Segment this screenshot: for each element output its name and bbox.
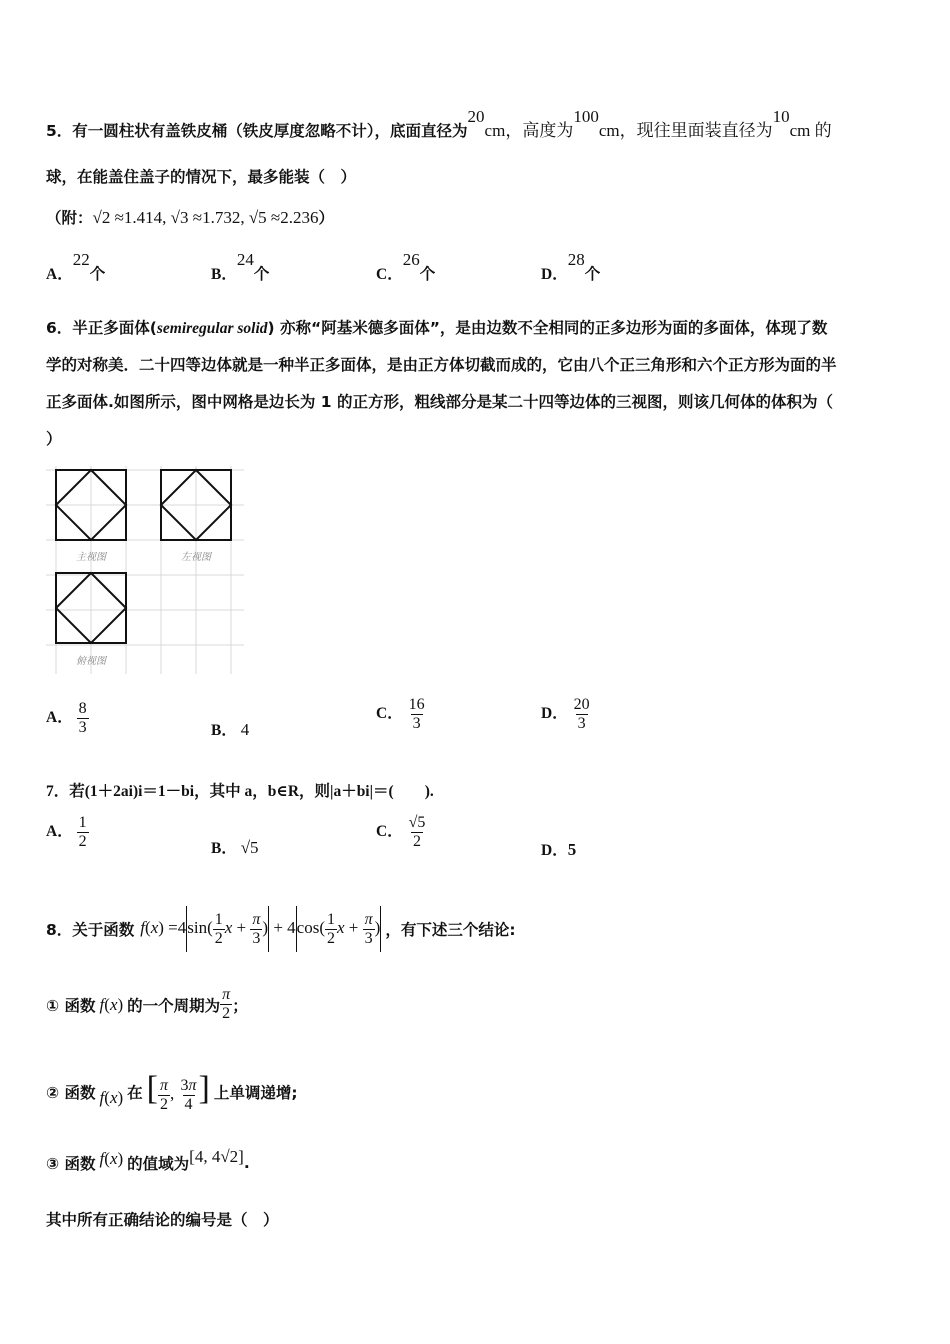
statement-text: 的值域为 — [127, 1155, 190, 1173]
statement-text: ③ 函数 — [46, 1155, 96, 1173]
option-suffix: 个 — [253, 265, 270, 283]
q7-option-d[interactable] — [541, 838, 576, 860]
option-fraction — [407, 814, 428, 851]
statement-text: 上单调递增; — [213, 1083, 298, 1102]
q8-stem — [46, 906, 516, 952]
option-value: √5 — [240, 838, 259, 857]
statement-text: 的一个周期为 — [127, 996, 221, 1015]
fraction-numerator: 16 — [408, 696, 425, 713]
q5-option-b[interactable] — [211, 250, 270, 284]
function-symbol: f(x) — [99, 1149, 124, 1168]
q8-statement-2 — [46, 1070, 298, 1114]
q6-line2: 学的对称美．二十四等边体就是一种半正多面体，是由正方体切截而成的，它由八个正三角形和六个正方形为面的半 — [46, 356, 837, 374]
q5-unit: cm 的 — [789, 121, 832, 140]
fraction-denominator: 2 — [222, 1005, 231, 1022]
function-symbol: f(x) — [99, 1087, 124, 1107]
q7-stem: 7．若(1＋2ai)i＝1－bi，其中 a，b∈R，则|a＋bi|＝( ). — [46, 783, 434, 800]
option-label: D． — [541, 266, 568, 283]
q5-ball-diameter: 10 — [772, 107, 790, 126]
top-view-label: 俯视图 — [76, 656, 106, 667]
q7-option-b[interactable] — [211, 836, 259, 858]
statement-text: ② 函数 — [46, 1083, 96, 1102]
q6-option-d[interactable] — [541, 696, 592, 733]
option-label: A． — [46, 823, 73, 841]
q6-option-b[interactable] — [211, 718, 249, 740]
statement-text: . — [243, 1154, 250, 1172]
q6-option-c[interactable] — [376, 696, 427, 733]
q5-note-math: √2 ≈1.414, √3 ≈1.732, √5 ≈2.236 — [92, 208, 319, 227]
fraction-numerator: 1 — [78, 814, 87, 831]
option-value: 26 — [402, 250, 420, 269]
fraction-numerator: 20 — [573, 696, 590, 713]
q5-option-d[interactable] — [541, 250, 601, 284]
q5-line1 — [46, 107, 832, 141]
statement-text: ； — [232, 996, 248, 1015]
fraction-numerator: 8 — [78, 700, 87, 717]
option-label: B． — [211, 840, 237, 857]
option-label: B． — [211, 266, 237, 283]
three-view-figure — [46, 466, 246, 676]
option-label: D． — [541, 842, 568, 859]
q5-height: 100 — [573, 107, 599, 126]
q8-stem-text: 8．关于函数 — [46, 921, 135, 939]
q7-option-c[interactable] — [376, 814, 427, 851]
q5-line2: 球，在能盖住盖子的情况下，最多能装（ ） — [46, 168, 357, 186]
option-value: 4 — [240, 720, 250, 739]
function-symbol: f(x) — [99, 994, 124, 1014]
fraction-denominator: 3 — [78, 719, 87, 736]
q7-option-a[interactable] — [46, 814, 89, 851]
q6-line3: 正多面体.如图所示，图中网格是边长为 1 的正方形，粗线部分是某二十四等边体的三视图，则该几何体的体积为（ — [46, 393, 833, 411]
fraction-denominator: 3 — [412, 715, 421, 732]
option-label: A． — [46, 709, 73, 727]
q6-option-a[interactable] — [46, 700, 89, 737]
option-fraction — [407, 696, 427, 733]
option-suffix: 个 — [419, 265, 436, 283]
q5-note — [46, 206, 334, 228]
fraction-denominator: 3 — [577, 715, 586, 732]
q5-note-open: （附： — [46, 209, 93, 227]
q8-statement-3 — [46, 1147, 250, 1174]
fraction-denominator: 2 — [412, 833, 421, 850]
option-fraction — [572, 696, 592, 733]
q5-note-close: ） — [318, 209, 335, 227]
q8-stem-text: ，有下述三个结论: — [385, 921, 516, 939]
q6-stem: ) 亦称“阿基米德多面体”，是由边数不全相同的正多边形为面的多面体，体现了数 — [267, 319, 828, 337]
option-label: D． — [541, 705, 568, 723]
front-view-label: 主视图 — [76, 552, 106, 563]
range-value: [4, 4√2] — [189, 1147, 244, 1166]
option-fraction — [77, 700, 89, 737]
q6-stem: 6．半正多面体( — [46, 319, 157, 337]
option-value: 5 — [567, 840, 577, 859]
option-label: A． — [46, 266, 73, 283]
option-label: C． — [376, 266, 403, 283]
q5-stem: 5．有一圆柱状有盖铁皮桶（铁皮厚度忽略不计），底面直径为 — [46, 122, 468, 140]
q8-function: f(x) =4sin( $\frac{1}{2}$ x + $\frac{\pi}{3}$ ) + 4cos( $\frac{1}{2}$ x + $\frac{\pi}{3}$ ) — [140, 906, 381, 952]
option-label: C． — [376, 705, 403, 723]
q5-option-c[interactable] — [376, 250, 436, 284]
side-view-label: 左视图 — [181, 552, 211, 563]
statement-text: 在 — [127, 1083, 143, 1102]
period-fraction — [220, 986, 232, 1023]
q5-unit: cm，现往里面装直径为 — [598, 121, 773, 140]
q8-statement-1 — [46, 986, 248, 1023]
fraction-denominator: 2 — [78, 833, 87, 850]
option-value: 24 — [236, 250, 254, 269]
q6-line4: ） — [46, 430, 62, 448]
q6-term: semiregular solid — [156, 320, 268, 337]
option-value: 28 — [567, 250, 585, 269]
interval: [ $\frac{\pi}{2}$ , $\frac{3\pi}{4}$ ] — [146, 1070, 210, 1113]
q5-diameter: 20 — [467, 107, 485, 126]
option-label: C． — [376, 823, 403, 841]
option-suffix: 个 — [89, 265, 106, 283]
q8-final-question: 其中所有正确结论的编号是（ ） — [46, 1211, 279, 1229]
option-label: B． — [211, 722, 237, 739]
statement-text: ① 函数 — [46, 996, 96, 1015]
q5-unit: cm，高度为 — [484, 121, 574, 140]
option-value: 22 — [72, 250, 90, 269]
fraction-numerator: √5 — [408, 814, 426, 831]
fraction-numerator: π — [222, 986, 231, 1003]
option-suffix: 个 — [584, 265, 601, 283]
q5-option-a[interactable] — [46, 250, 106, 284]
option-fraction — [77, 814, 89, 851]
q6-line1 — [46, 316, 827, 338]
